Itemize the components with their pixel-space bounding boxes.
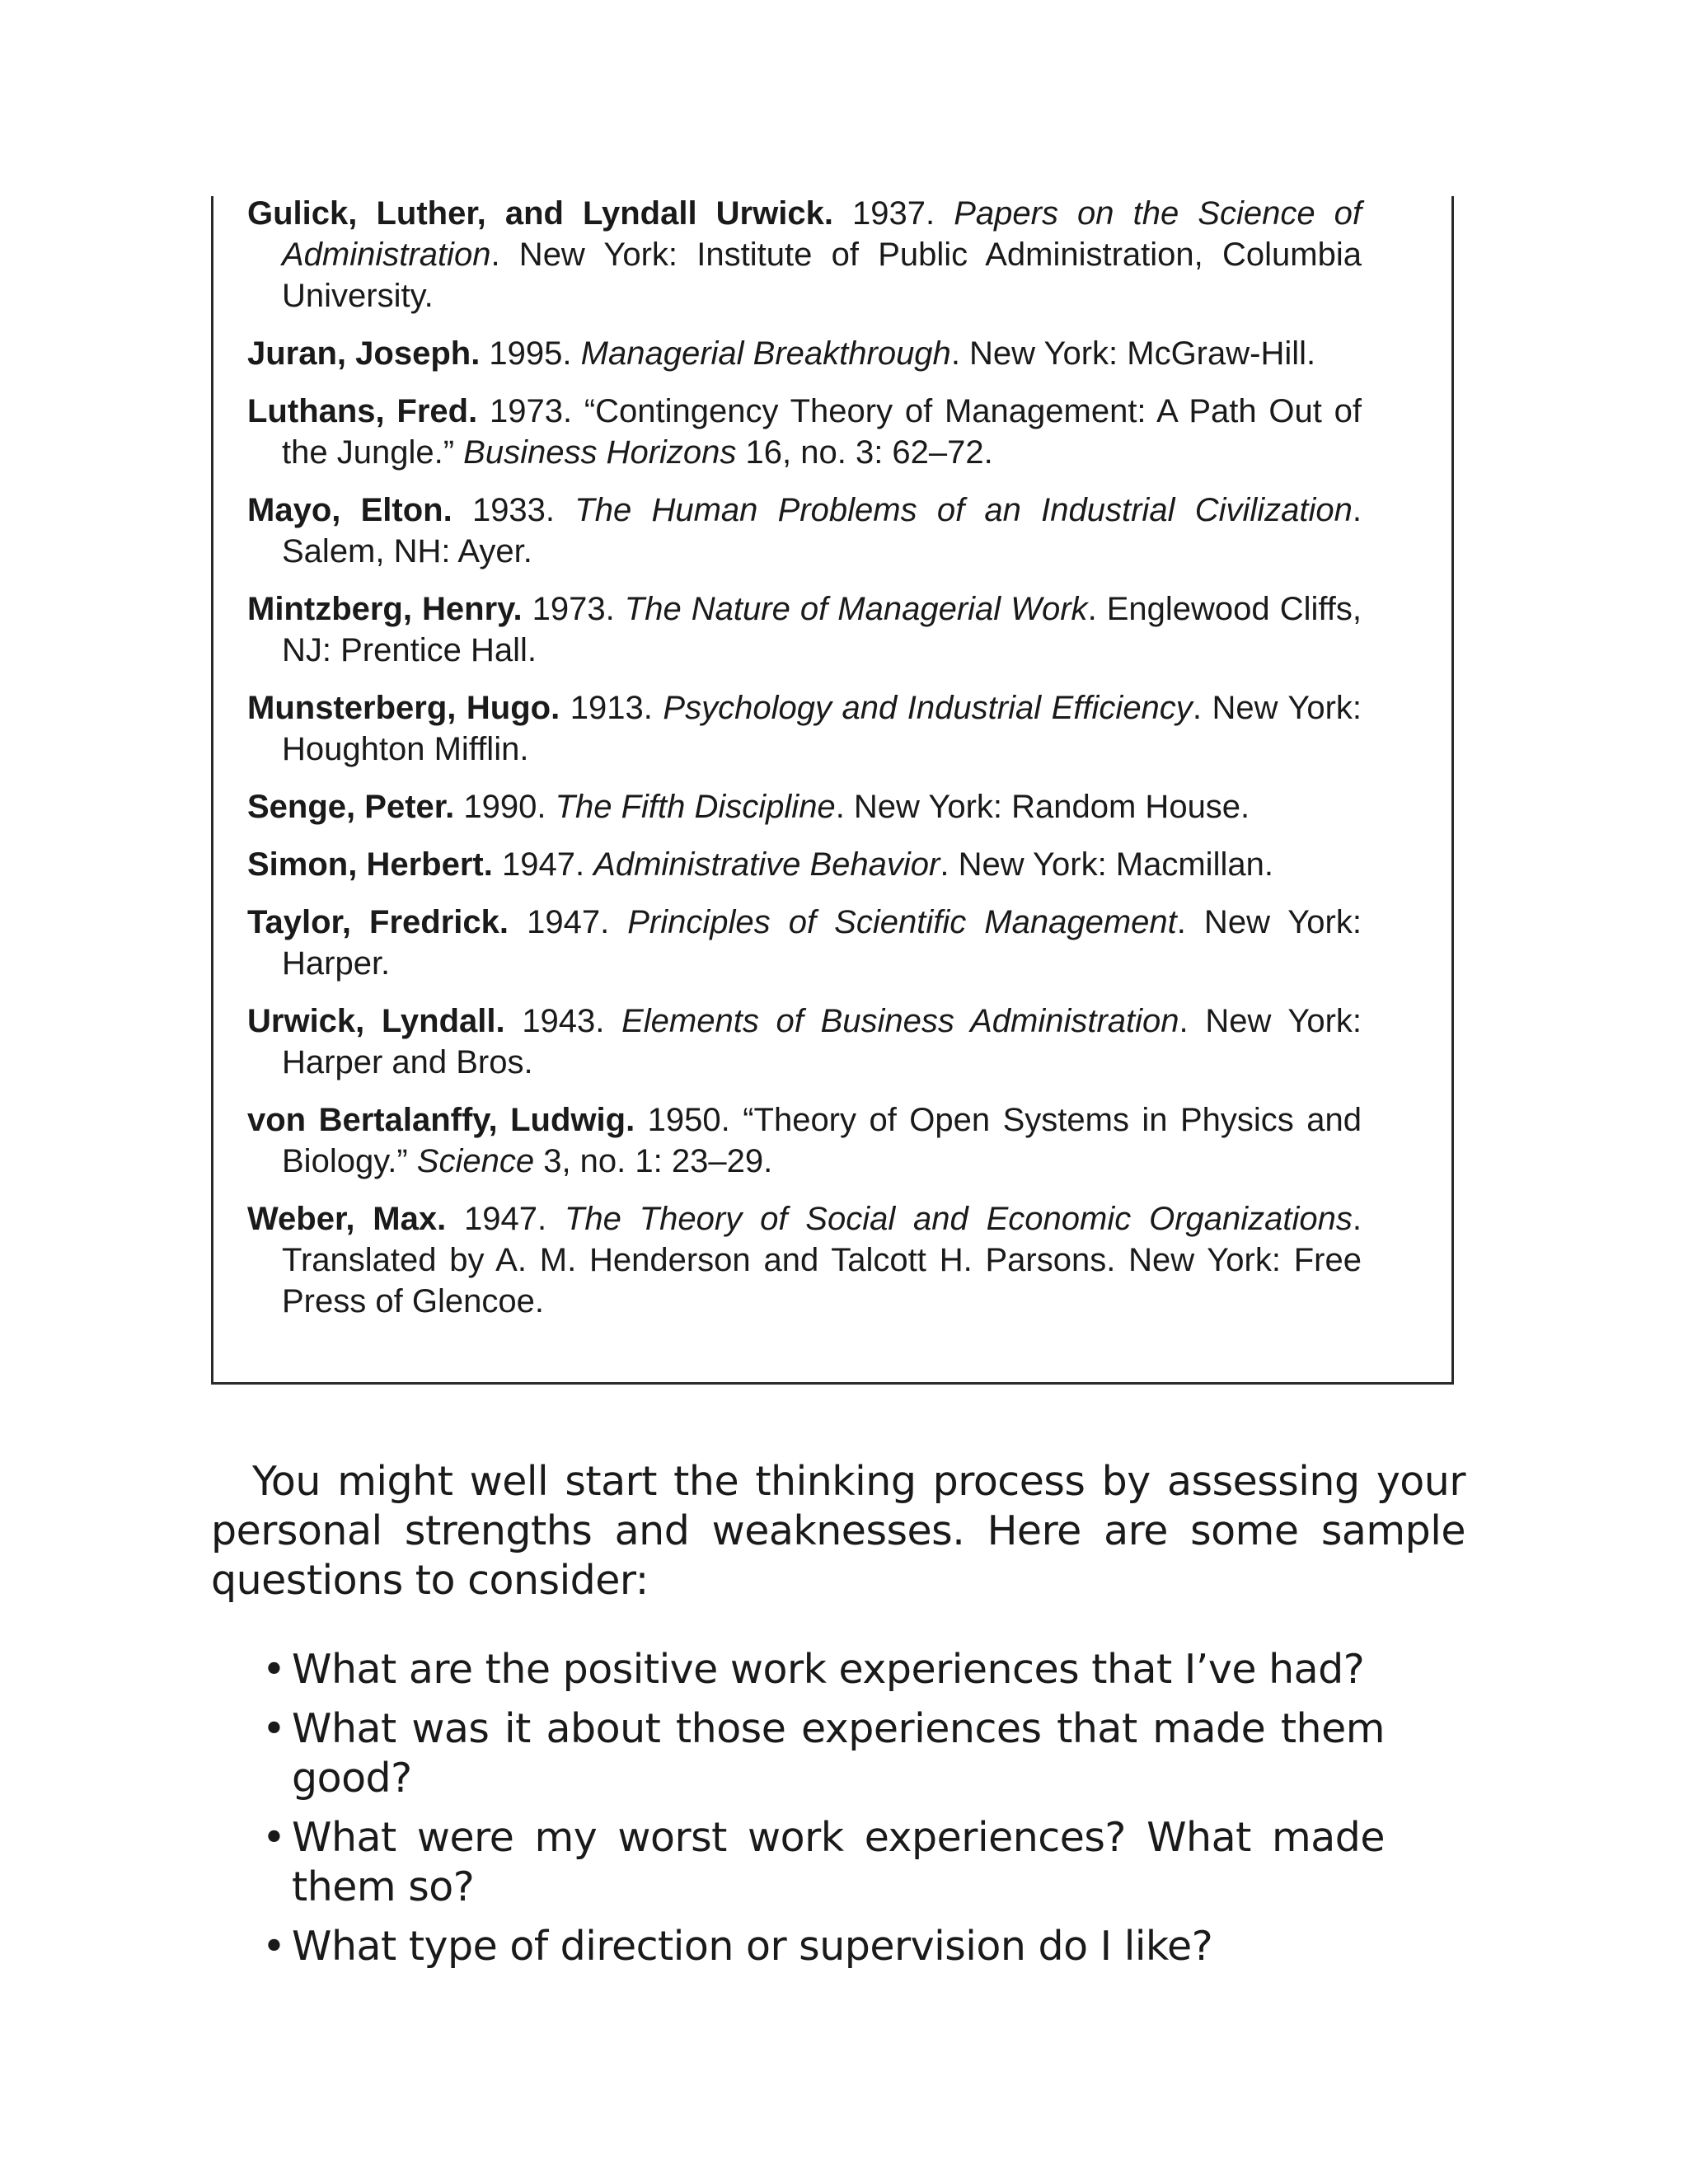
reference-title: The Nature of Managerial Work [624, 591, 1088, 627]
reference-publisher: . New York: Institute of Public Administration, Columbia University. [282, 237, 1362, 314]
bullet-icon: • [262, 1705, 286, 1752]
reference-author: Munsterberg, Hugo. [247, 690, 560, 726]
reference-item [247, 588, 1362, 671]
reference-author: Taylor, Fredrick. [247, 904, 509, 940]
reference-year: 1943. [504, 1003, 622, 1039]
reference-list [247, 193, 1362, 1338]
reference-title: Psychology and Industrial Efficiency [663, 690, 1193, 726]
reference-publisher: . New York: Macmillan. [940, 846, 1273, 883]
question-item [262, 1813, 1385, 1912]
reference-year: 1933. [452, 492, 575, 528]
reference-title: Science [416, 1143, 535, 1179]
reference-publisher: . New York: Harper and Bros. [282, 1003, 1362, 1080]
question-text: What was it about those experiences that made them good? [292, 1705, 1385, 1802]
reference-item [247, 1001, 1362, 1083]
question-item [262, 1922, 1385, 1971]
reference-publisher: 3, no. 1: 23–29. [534, 1143, 773, 1179]
reference-publisher: . New York: McGraw-Hill. [950, 335, 1316, 372]
reference-year: 1947. [446, 1201, 565, 1237]
question-text: What were my worst work experiences? What made them so? [292, 1814, 1385, 1910]
reference-author: Simon, Herbert. [247, 846, 493, 883]
question-text: What are the positive work experiences that I’ve had? [292, 1646, 1365, 1693]
reference-year: 1913. [560, 690, 663, 726]
bullet-icon: • [262, 1814, 286, 1861]
reference-publisher: . New York: Harper. [282, 904, 1362, 982]
reference-year: 1995. [480, 335, 581, 372]
reference-item [247, 333, 1362, 374]
reference-author: von Bertalanffy, Ludwig. [247, 1102, 635, 1138]
reference-author: Weber, Max. [247, 1201, 447, 1237]
reference-year: 1973. “Contingency Theory of Management: A Path Out of the Jungle.” [282, 393, 1362, 471]
reference-author: Gulick, Luther, and Lyndall Urwick. [247, 195, 833, 232]
reference-item [247, 687, 1362, 770]
reference-publisher: . New York: Random House. [835, 789, 1250, 825]
reference-item [247, 193, 1362, 316]
reference-author: Urwick, Lyndall. [247, 1003, 505, 1039]
reference-year: 1950. “Theory of Open Systems in Physics and Biology.” [282, 1102, 1362, 1179]
reference-item [247, 1099, 1362, 1182]
intro-paragraph: You might well start the thinking process by assessing your personal strengths and weaknesses. Here are some sample questions to consider: [211, 1458, 1465, 1604]
reference-item [247, 902, 1362, 984]
reference-item [247, 490, 1362, 572]
reference-item [247, 391, 1362, 473]
reference-author: Mayo, Elton. [247, 492, 452, 528]
reference-publisher: . Translated by A. M. Henderson and Talcott H. Parsons. New York: Free Press of Glencoe. [282, 1201, 1362, 1319]
reference-item [247, 786, 1362, 827]
question-list [262, 1645, 1385, 1981]
reference-publisher: 16, no. 3: 62–72. [736, 434, 993, 471]
reference-title: The Human Problems of an Industrial Civilization [574, 492, 1353, 528]
reference-author: Luthans, Fred. [247, 393, 478, 429]
reference-title: Principles of Scientific Management [627, 904, 1177, 940]
reference-item [247, 1198, 1362, 1322]
question-item [262, 1645, 1385, 1694]
reference-year: 1947. [509, 904, 628, 940]
reference-title: Administrative Behavior [593, 846, 940, 883]
reference-year: 1973. [522, 591, 625, 627]
reference-title: Elements of Business Administration [621, 1003, 1179, 1039]
reference-publisher: . Englewood Cliffs, NJ: Prentice Hall. [282, 591, 1362, 668]
question-text: What type of direction or supervision do I like? [292, 1923, 1213, 1970]
reference-title: Papers on the Science of Administration [282, 195, 1362, 273]
reference-publisher: . New York: Houghton Mifflin. [282, 690, 1362, 767]
reference-author: Senge, Peter. [247, 789, 455, 825]
reference-year: 1937. [832, 195, 954, 232]
bullet-icon: • [262, 1923, 286, 1970]
reference-title: Business Horizons [463, 434, 737, 471]
reference-author: Juran, Joseph. [247, 335, 481, 372]
reference-item [247, 844, 1362, 885]
reference-publisher: . Salem, NH: Ayer. [282, 492, 1362, 569]
reference-title: Managerial Breakthrough [580, 335, 951, 372]
bullet-icon: • [262, 1646, 286, 1693]
reference-title: The Theory of Social and Economic Organizations [564, 1201, 1353, 1237]
reference-year: 1990. [454, 789, 556, 825]
reference-title: The Fifth Discipline [555, 789, 836, 825]
reference-year: 1947. [492, 846, 594, 883]
question-item [262, 1704, 1385, 1803]
reference-author: Mintzberg, Henry. [247, 591, 523, 627]
